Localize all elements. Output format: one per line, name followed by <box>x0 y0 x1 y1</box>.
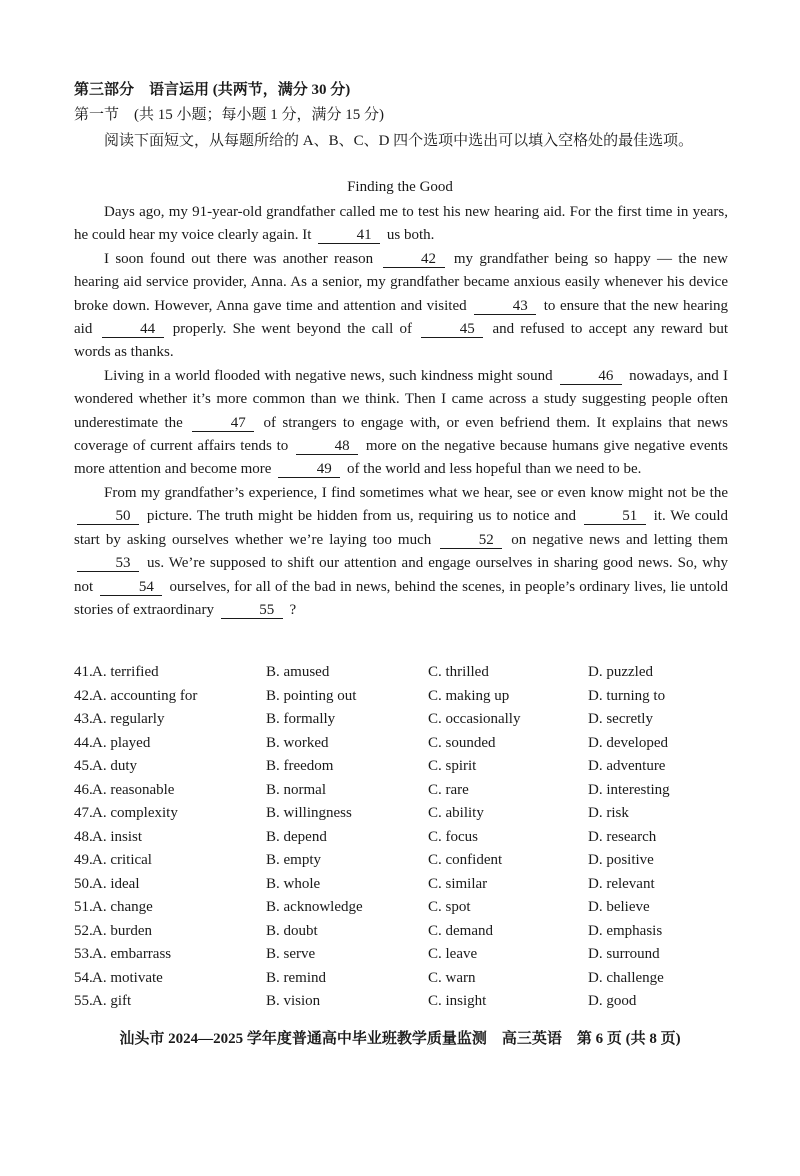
option-c: C. spot <box>428 899 471 915</box>
option-d: D. good <box>588 993 637 1009</box>
question-row <box>74 688 734 712</box>
option-c: C. thrilled <box>428 664 489 680</box>
option-d: D. secretly <box>588 711 653 727</box>
question-row <box>74 829 734 853</box>
subsection-header: 第一节 (共 15 小题；每小题 1 分，满分 15 分) <box>74 107 384 123</box>
passage-text: ? <box>289 601 297 618</box>
option-c: C. making up <box>428 687 510 704</box>
question-number: 42. <box>74 687 93 704</box>
passage-text: ourselves, for all of the bad in news, behind the scenes, in people’s ordinary lives, lie untold stories of extraordinary <box>74 578 728 618</box>
passage-text: nowadays, and I wondered whether it’s more common than we think. Then I came across a study suggesting people often underestimate the <box>74 367 729 431</box>
question-number: 51. <box>74 899 93 915</box>
blank-43: 43 <box>474 298 536 315</box>
passage-text: us both. <box>386 227 435 244</box>
blank-51: 51 <box>584 508 646 525</box>
passage-text: my grandfather being so happy — the new hearing aid service provider, Anna. As a senior, my grandfather became anxious easily whenever his device broke down. However, Anna gave time and attention and visited <box>74 250 728 314</box>
option-d: D. challenge <box>588 969 664 986</box>
option-a: A. regularly <box>92 711 165 727</box>
passage-text: I soon found out there was another reason <box>104 250 374 267</box>
passage-paragraph <box>74 482 728 622</box>
section-header: 第三部分 语言运用 (共两节，满分 30 分) <box>74 82 351 98</box>
question-row <box>74 923 734 947</box>
blank-42: 42 <box>383 251 445 268</box>
option-c: C. rare <box>428 781 469 798</box>
blank-48: 48 <box>296 438 358 455</box>
option-a: A. insist <box>92 828 143 845</box>
option-a: A. accounting for <box>92 687 198 704</box>
passage-text: on negative news and letting them <box>511 531 729 548</box>
option-b: B. doubt <box>266 922 318 939</box>
question-row <box>74 899 734 923</box>
question-number: 55. <box>74 993 93 1009</box>
question-number: 50. <box>74 875 93 892</box>
option-a: A. critical <box>92 852 152 868</box>
passage-paragraph <box>74 365 728 482</box>
option-c: C. demand <box>428 922 493 939</box>
option-c: C. confident <box>428 852 503 868</box>
question-number: 46. <box>74 781 93 798</box>
option-b: B. vision <box>266 993 321 1009</box>
blank-41: 41 <box>318 227 380 244</box>
option-a: A. gift <box>92 993 132 1009</box>
option-d: D. risk <box>588 805 629 821</box>
passage-body <box>74 201 728 622</box>
option-a: A. change <box>92 899 153 915</box>
option-c: C. warn <box>428 969 476 986</box>
question-number: 53. <box>74 946 93 962</box>
option-c: C. sounded <box>428 734 496 751</box>
passage-text: of the world and less hopeful than we need to be. <box>346 461 642 478</box>
option-a: A. ideal <box>92 875 140 892</box>
question-row <box>74 993 734 1017</box>
question-row <box>74 782 734 806</box>
question-number: 45. <box>74 758 93 774</box>
option-d: D. adventure <box>588 758 666 774</box>
question-row <box>74 711 734 735</box>
blank-52: 52 <box>440 532 502 549</box>
option-c: C. insight <box>428 993 487 1009</box>
question-row <box>74 664 734 688</box>
option-d: D. puzzled <box>588 664 653 680</box>
question-number: 49. <box>74 852 93 868</box>
passage-text: to ensure that the new hearing aid <box>74 297 729 338</box>
option-c: C. focus <box>428 828 478 845</box>
blank-53: 53 <box>77 555 139 572</box>
option-d: D. positive <box>588 852 654 868</box>
passage-text: properly. She went beyond the call of <box>172 321 413 338</box>
blank-49: 49 <box>278 461 340 478</box>
option-c: C. occasionally <box>428 711 521 727</box>
blank-44: 44 <box>102 321 164 338</box>
question-row <box>74 970 734 994</box>
passage-paragraph <box>74 248 728 365</box>
option-d: D. relevant <box>588 875 655 892</box>
option-c: C. similar <box>428 875 488 892</box>
blank-47: 47 <box>192 415 254 432</box>
question-row <box>74 946 734 970</box>
question-options <box>74 664 734 1017</box>
option-b: B. amused <box>266 664 330 680</box>
option-b: B. freedom <box>266 758 334 774</box>
option-d: D. research <box>588 828 657 845</box>
question-row <box>74 852 734 876</box>
option-d: D. believe <box>588 899 650 915</box>
question-number: 44. <box>74 734 93 751</box>
option-b: B. formally <box>266 711 336 727</box>
option-b: B. acknowledge <box>266 899 363 915</box>
option-c: C. spirit <box>428 758 477 774</box>
option-d: D. turning to <box>588 687 666 704</box>
option-b: B. depend <box>266 828 327 845</box>
option-c: C. leave <box>428 946 478 962</box>
question-number: 41. <box>74 664 93 680</box>
blank-46: 46 <box>560 368 622 385</box>
option-c: C. ability <box>428 805 484 821</box>
option-d: D. developed <box>588 734 668 751</box>
passage-title: Finding the Good <box>347 179 453 195</box>
option-b: B. empty <box>266 852 321 868</box>
option-b: B. remind <box>266 969 326 986</box>
option-a: A. played <box>92 734 151 751</box>
option-b: B. whole <box>266 875 321 892</box>
question-row <box>74 805 734 829</box>
page-footer: 汕头市 2024—2025 学年度普通高中毕业班教学质量监测 高三英语 第 6 页 (共 8 页) <box>119 1031 681 1047</box>
option-a: A. duty <box>92 758 137 774</box>
instructions: 阅读下面短文，从每题所给的 A、B、C、D 四个选项中选出可以填入空格处的最佳选项。 <box>104 133 694 149</box>
option-d: D. emphasis <box>588 922 663 939</box>
passage-text: Days ago, my 91-year-old grandfather called me to test his new hearing aid. For the first time in years, he could hear my voice clearly again. It <box>74 204 728 244</box>
option-b: B. willingness <box>266 805 352 821</box>
question-number: 43. <box>74 711 93 727</box>
blank-54: 54 <box>100 579 162 596</box>
option-d: D. surround <box>588 946 660 962</box>
option-d: D. interesting <box>588 781 670 798</box>
question-number: 52. <box>74 922 93 939</box>
option-b: B. worked <box>266 734 329 751</box>
option-b: B. serve <box>266 946 316 962</box>
passage-text: picture. The truth might be hidden from us, requiring us to notice and <box>146 508 576 525</box>
option-a: A. burden <box>92 922 152 939</box>
passage-text: it. We could start by asking ourselves whether we’re laying too much <box>74 508 729 548</box>
option-a: A. motivate <box>92 969 163 986</box>
option-b: B. normal <box>266 781 326 798</box>
question-number: 48. <box>74 828 93 845</box>
passage-text: more on the negative because humans give negative events more attention and become more <box>74 438 728 478</box>
option-a: A. reasonable <box>92 781 175 798</box>
question-row <box>74 876 734 900</box>
option-a: A. complexity <box>92 805 178 821</box>
passage-paragraph <box>74 201 728 248</box>
option-a: A. embarrass <box>92 946 172 962</box>
option-a: A. terrified <box>92 664 159 680</box>
question-row <box>74 735 734 759</box>
option-b: B. pointing out <box>266 687 357 704</box>
passage-text: Living in a world flooded with negative news, such kindness might sound <box>104 367 553 384</box>
question-number: 54. <box>74 969 93 986</box>
blank-55: 55 <box>221 602 283 619</box>
question-number: 47. <box>74 805 93 821</box>
passage-text: us. We’re supposed to shift our attention and engage ourselves in sharing good news. So, why not <box>74 555 728 595</box>
passage-text: of strangers to engage with, or even befriend them. It explains that news coverage of current affairs tends to <box>74 414 729 455</box>
blank-50: 50 <box>77 508 139 525</box>
blank-45: 45 <box>421 321 483 338</box>
passage-text: and refused to accept any reward but words as thanks. <box>74 321 729 361</box>
question-row <box>74 758 734 782</box>
passage-text: From my grandfather’s experience, I find sometimes what we hear, see or even know might not be the <box>104 484 728 501</box>
